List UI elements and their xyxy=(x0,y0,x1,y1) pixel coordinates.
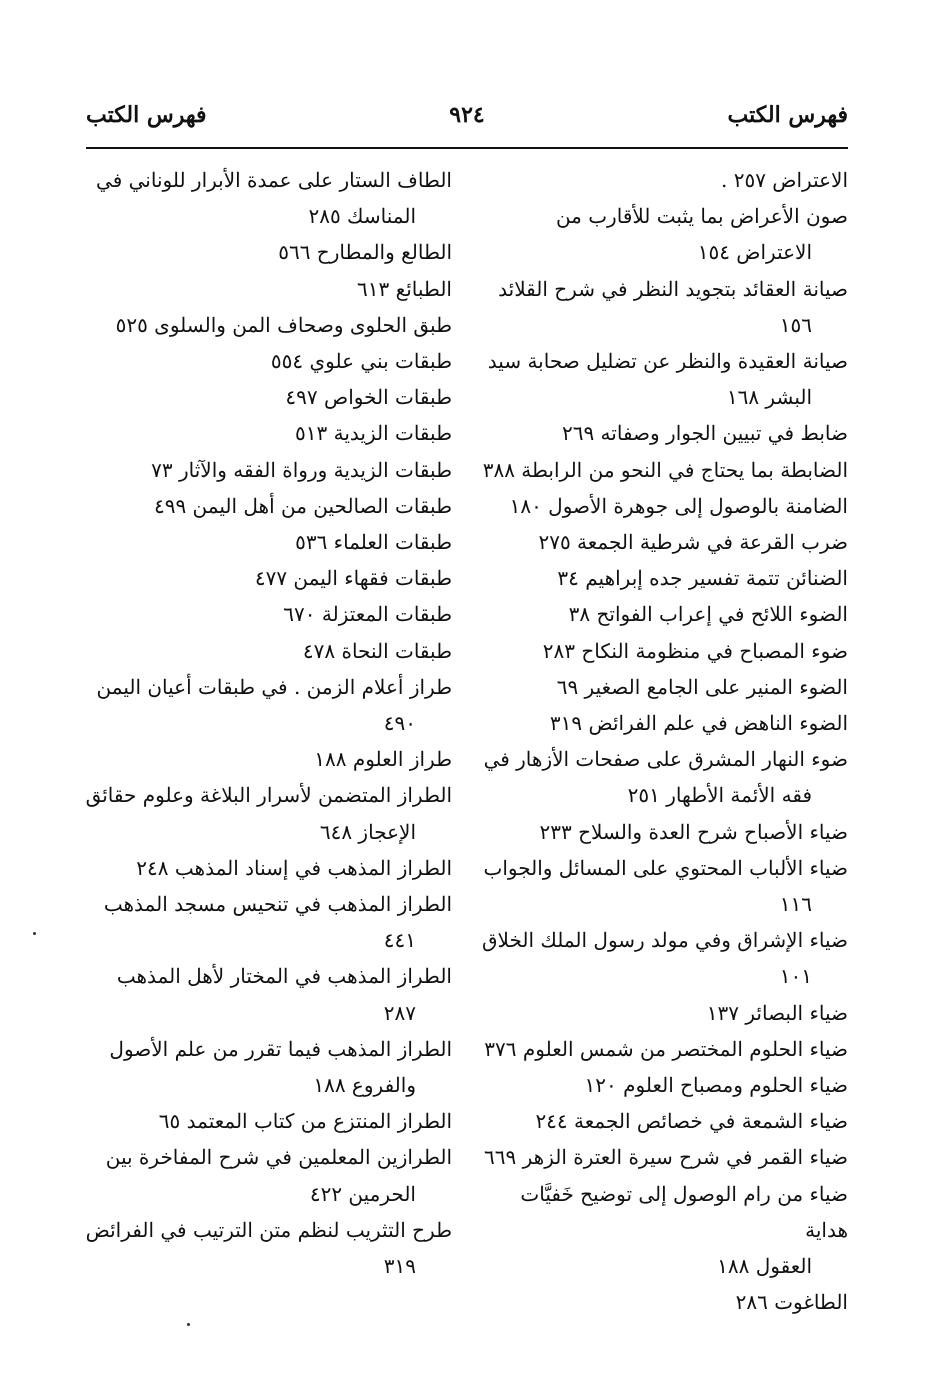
index-entry-title: الطرازين المعلمين في شرح المفاخرة بين xyxy=(105,1145,452,1170)
index-entry xyxy=(476,162,848,198)
index-entry-title: الطراز المذهب في تنحيس مسجد المذهب xyxy=(103,892,452,917)
index-entry-title: الطراز المذهب في المختار لأهل المذهب xyxy=(116,964,452,989)
index-entry-title: الطراز المذهب في إسناد المذهب ٢٤٨ xyxy=(136,855,452,880)
index-entry xyxy=(80,488,452,524)
index-entry xyxy=(476,524,848,560)
index-entry xyxy=(80,415,452,451)
index-entry xyxy=(80,596,452,632)
index-entry-title: الطاغوت ٢٨٦ xyxy=(735,1290,848,1315)
index-entry xyxy=(80,524,452,560)
index-entry-title: الطراز المذهب فيما تقرر من علم الأصول xyxy=(109,1036,452,1061)
index-entry-title: طبقات العلماء ٥٣٦ xyxy=(295,530,452,555)
index-entry xyxy=(476,1176,848,1285)
index-entry-title: الطراز المنتزع من كتاب المعتمد ٦٥ xyxy=(158,1109,452,1134)
index-entry-title: طراز أعلام الزمن . في طبقات أعيان اليمن xyxy=(96,674,452,699)
index-entry-title: الاعتراض ٢٥٧ . xyxy=(720,168,848,192)
index-entry xyxy=(80,234,452,270)
index-entry-title: الطراز المتضمن لأسرار البلاغة وعلوم حقائق xyxy=(85,783,452,808)
index-entry-title: طبقات فقهاء اليمن ٤٧٧ xyxy=(254,566,452,591)
index-entry xyxy=(80,1031,452,1103)
index-entry-title: ضياء البصائر ١٣٧ xyxy=(706,1000,848,1025)
running-title-left: فهرس الكتب xyxy=(86,102,207,128)
index-entry xyxy=(80,560,452,596)
index-entry-title: الضنائن تتمة تفسير جده إبراهيم ٣٤ xyxy=(557,566,848,591)
index-entry xyxy=(476,995,848,1031)
index-entry xyxy=(80,307,452,343)
index-entry xyxy=(476,741,848,813)
index-entry-continuation: ٤٤١ xyxy=(383,928,416,953)
index-entry-continuation: العقول ١٨٨ xyxy=(717,1254,812,1279)
index-entry xyxy=(476,1031,848,1067)
index-entry-continuation: الإعجاز ٦٤٨ xyxy=(319,819,416,844)
index-entry xyxy=(476,1103,848,1139)
index-entry xyxy=(476,343,848,415)
scan-speck xyxy=(187,1323,190,1326)
index-entry xyxy=(80,343,452,379)
index-entry xyxy=(80,850,452,886)
index-entry-title: ضياء القمر في شرح سيرة العترة الزهر ٦٦٩ xyxy=(484,1145,848,1170)
index-entry-title: ضرب القرعة في شرطية الجمعة ٢٧٥ xyxy=(538,530,848,555)
page-header xyxy=(86,100,848,144)
index-entry-title: صون الأعراض بما يثبت للأقارب من xyxy=(555,204,848,229)
index-entry xyxy=(476,850,848,922)
index-entry xyxy=(476,596,848,632)
index-entry-continuation: ١١٦ xyxy=(779,892,812,917)
index-entry-title: طبقات المعتزلة ٦٧٠ xyxy=(283,602,452,627)
index-entry-continuation: الحرمين ٤٢٢ xyxy=(309,1181,416,1206)
index-column-right xyxy=(476,162,848,1321)
index-entry-title: الضوء الناهض في علم الفرائض ٣١٩ xyxy=(549,711,848,736)
index-entry-title: ضياء من رام الوصول إلى توضيح خَفيَّات هداية xyxy=(520,1181,848,1242)
index-entry-title: الضوء المنير على الجامع الصغير ٦٩ xyxy=(556,674,848,699)
index-entry-title: ضوء المصباح في منظومة النكاح ٢٨٣ xyxy=(542,638,848,663)
index-entry-title: طبق الحلوى وصحاف المن والسلوى ٥٢٥ xyxy=(115,312,452,337)
index-entry-title: طبقات بني علوي ٥٥٤ xyxy=(270,349,452,374)
index-entry xyxy=(80,741,452,777)
index-entry-title: الضامنة بالوصول إلى جوهرة الأصول ١٨٠ xyxy=(509,493,848,518)
index-entry-title: طراز العلوم ١٨٨ xyxy=(314,747,452,772)
index-entry xyxy=(80,1212,452,1284)
index-entry xyxy=(80,1139,452,1211)
index-entry-title: ضياء الحلوم ومصباح العلوم ١٢٠ xyxy=(584,1073,848,1098)
index-entry-title: الطالع والمطارح ٥٦٦ xyxy=(278,240,452,265)
index-entry-title: ضياء الأصباح شرح العدة والسلاح ٢٣٣ xyxy=(539,819,848,844)
scan-speck xyxy=(33,932,36,935)
index-entry-continuation: ٤٩٠ xyxy=(383,711,416,736)
index-entry xyxy=(476,560,848,596)
index-entry-title: طبقات الزيدية ورواة الفقه والآثار ٧٣ xyxy=(151,457,452,482)
running-title-right: فهرس الكتب xyxy=(727,102,848,128)
index-entry xyxy=(80,452,452,488)
index-entry-title: ضياء الإشراق وفي مولد رسول الملك الخلاق xyxy=(482,928,848,953)
index-entry-title: ضياء الحلوم المختصر من شمس العلوم ٣٧٦ xyxy=(484,1036,848,1061)
index-entry xyxy=(476,488,848,524)
index-entry-title: طرح التثريب لنظم متن الترتيب في الفرائض xyxy=(85,1217,452,1242)
index-entry-title: الطاف الستار على عمدة الأبرار للوناني في xyxy=(96,168,452,192)
index-entry-title: طبقات الصالحين من أهل اليمن ٤٩٩ xyxy=(153,493,452,518)
index-entry xyxy=(476,633,848,669)
index-entry-continuation: ١٠١ xyxy=(779,964,812,989)
index-entry-title: الضوء اللائح في إعراب الفواتح ٣٨ xyxy=(568,602,848,627)
index-entry xyxy=(80,379,452,415)
index-column-left xyxy=(80,162,452,1284)
index-entry xyxy=(80,271,452,307)
index-entry xyxy=(476,922,848,994)
index-entry xyxy=(476,1139,848,1175)
index-entry xyxy=(476,705,848,741)
index-entry-continuation: والفروع ١٨٨ xyxy=(313,1073,416,1098)
index-entry xyxy=(476,669,848,705)
index-entry-continuation: ١٥٦ xyxy=(779,312,812,337)
index-entry-title: ضابط في تبيين الجوار وصفاته ٢٦٩ xyxy=(561,421,848,446)
index-entry-continuation: الاعتراض ١٥٤ xyxy=(697,240,812,265)
index-entry xyxy=(476,415,848,451)
index-entry-title: ضياء الشمعة في خصائص الجمعة ٢٤٤ xyxy=(535,1109,848,1134)
index-entry-title: صيانة العقيدة والنظر عن تضليل صحابة سيد xyxy=(487,349,848,374)
index-entry-title: ضوء النهار المشرق على صفحات الأزهار في xyxy=(483,747,848,772)
index-entry xyxy=(80,958,452,1030)
page-number: ٩٢٤ xyxy=(449,102,485,128)
index-entry xyxy=(80,669,452,741)
index-entry xyxy=(476,814,848,850)
index-entry xyxy=(80,886,452,958)
index-entry xyxy=(476,271,848,343)
index-entry xyxy=(476,1067,848,1103)
index-entry xyxy=(80,777,452,849)
index-entry xyxy=(80,633,452,669)
index-entry-continuation: فقه الأئمة الأطهار ٢٥١ xyxy=(627,783,812,808)
index-entry-title: ضياء الألباب المحتوي على المسائل والجواب xyxy=(483,855,848,880)
index-entry-continuation: ٢٨٧ xyxy=(383,1000,416,1025)
index-entry-title: طبقات النحاة ٤٧٨ xyxy=(302,638,452,663)
index-entry-title: الضابطة بما يحتاج في النحو من الرابطة ٣٨٨ xyxy=(482,457,848,482)
index-entry-continuation: البشر ١٦٨ xyxy=(726,385,812,410)
index-entry xyxy=(476,198,848,270)
index-entry-continuation: المناسك ٢٨٥ xyxy=(308,204,416,229)
index-entry-title: الطبائع ٦١٣ xyxy=(357,276,452,301)
index-entry xyxy=(80,162,452,234)
index-entry-title: طبقات الزيدية ٥١٣ xyxy=(295,421,452,446)
index-entry-title: صيانة العقائد بتجويد النظر في شرح القلائد xyxy=(498,276,848,301)
index-entry xyxy=(476,1284,848,1320)
index-entry xyxy=(80,1103,452,1139)
index-entry xyxy=(476,452,848,488)
index-entry-continuation: ٣١٩ xyxy=(383,1254,416,1279)
header-rule xyxy=(86,147,848,149)
index-entry-title: طبقات الخواص ٤٩٧ xyxy=(285,385,452,410)
